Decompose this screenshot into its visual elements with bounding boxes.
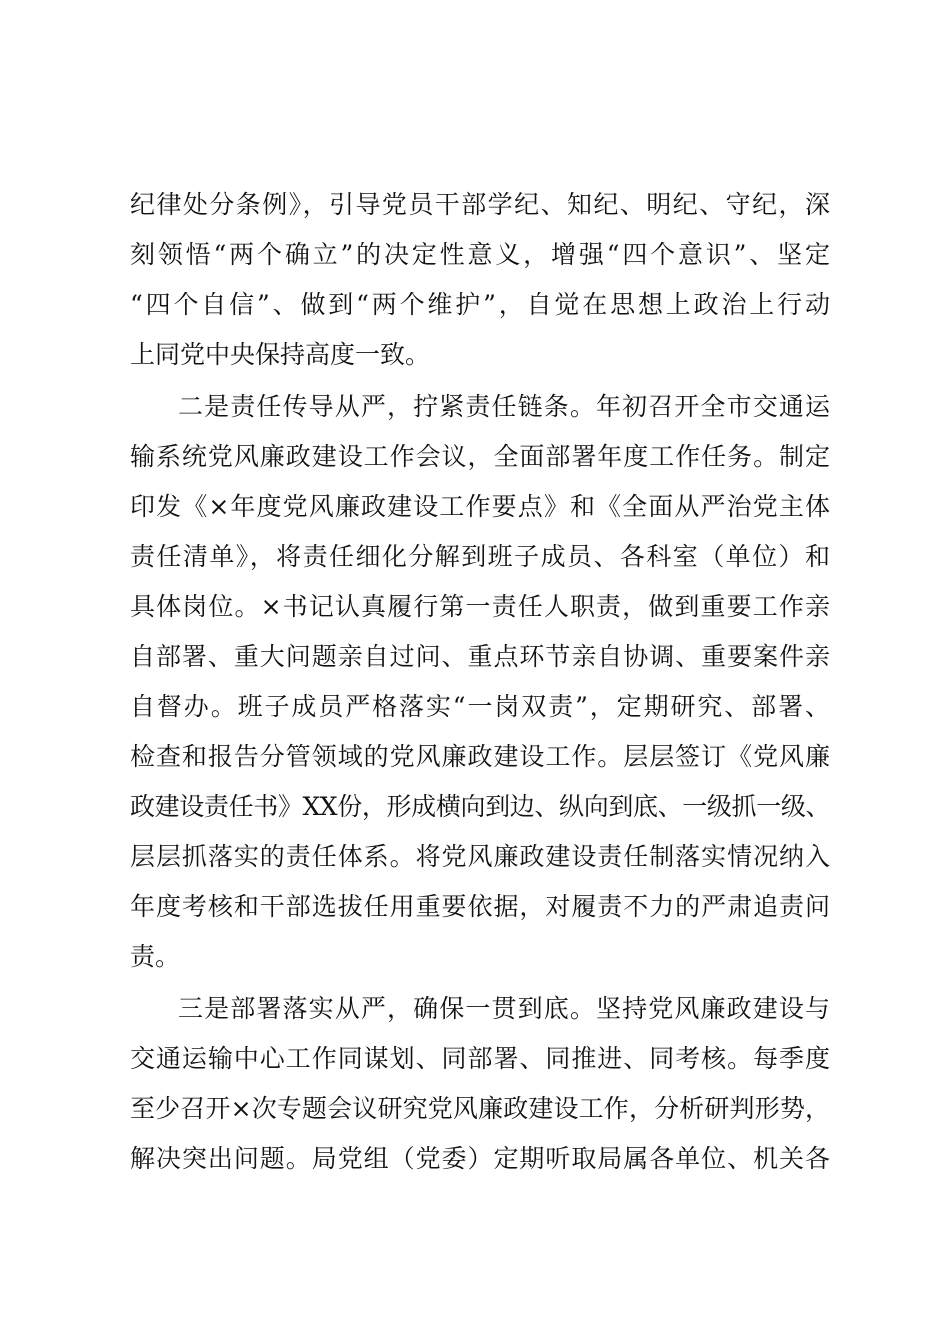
paragraph-2-line-10: 层层抓落实的责任体系。将党风廉政建设责任制落实情况纳入 xyxy=(130,842,830,871)
paragraph-3-line-4: 解决突出问题。局党组（党委）定期听取局属各单位、机关各 xyxy=(130,1144,830,1173)
paragraph-2-line-1: 二是责任传导从严，拧紧责任链条。年初召开全市交通运 xyxy=(178,392,830,421)
paragraph-3-line-2: 交通运输中心工作同谋划、同部署、同推进、同考核。每季度 xyxy=(130,1044,830,1073)
paragraph-2-line-7: 自督办。班子成员严格落实“一岗双责”，定期研究、部署、 xyxy=(130,692,830,721)
paragraph-2-line-4: 责任清单》，将责任细化分解到班子成员、各科室（单位）和 xyxy=(130,542,830,571)
paragraph-2-line-5: 具体岗位。×书记认真履行第一责任人职责，做到重要工作亲 xyxy=(130,592,830,621)
paragraph-1-line-3: “四个自信”、做到“两个维护”，自觉在思想上政治上行动 xyxy=(130,290,830,319)
paragraph-3-line-3: 至少召开×次专题会议研究党风廉政建设工作，分析研判形势， xyxy=(130,1094,830,1123)
paragraph-1-line-2: 刻领悟“两个确立”的决定性意义，增强“四个意识”、坚定 xyxy=(130,240,830,269)
paragraph-2-line-2: 输系统党风廉政建设工作会议，全面部署年度工作任务。制定 xyxy=(130,442,830,471)
paragraph-2-line-8: 检查和报告分管领域的党风廉政建设工作。层层签订《党风廉 xyxy=(130,742,830,771)
paragraph-2-line-3: 印发《×年度党风廉政建设工作要点》和《全面从严治党主体 xyxy=(130,492,830,521)
paragraph-2-line-9: 政建设责任书》XX份，形成横向到边、纵向到底、一级抓一级、 xyxy=(130,792,830,821)
paragraph-2-line-6: 自部署、重大问题亲自过问、重点环节亲自协调、重要案件亲 xyxy=(130,642,830,671)
paragraph-1-line-4: 上同党中央保持高度一致。 xyxy=(130,340,431,369)
paragraph-2-line-11: 年度考核和干部选拔任用重要依据，对履责不力的严肃追责问 xyxy=(130,892,830,921)
paragraph-3-line-1: 三是部署落实从严，确保一贯到底。坚持党风廉政建设与 xyxy=(178,994,830,1023)
paragraph-1-line-1: 纪律处分条例》，引导党员干部学纪、知纪、明纪、守纪，深 xyxy=(130,190,830,219)
paragraph-2-line-12: 责。 xyxy=(130,942,181,971)
